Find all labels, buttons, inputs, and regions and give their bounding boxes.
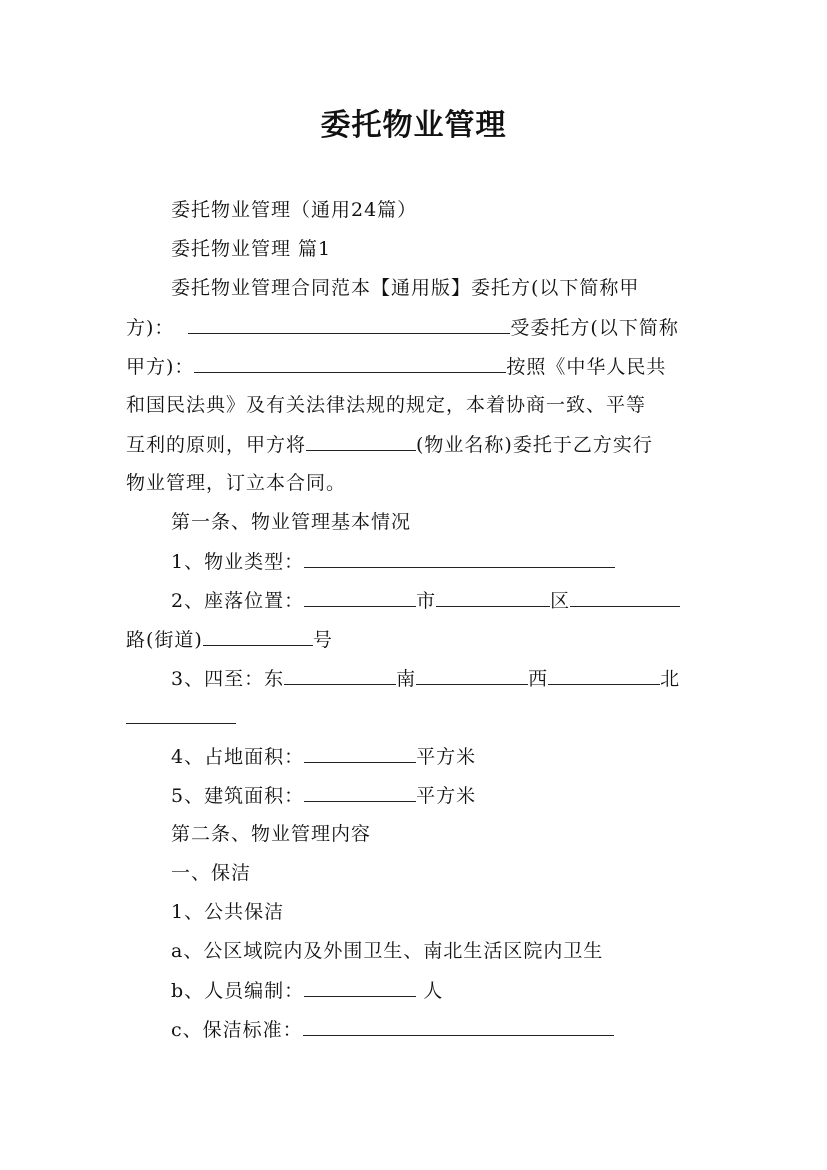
staffing-blank	[304, 978, 416, 997]
east-blank	[284, 666, 396, 685]
article2-heading: 第二条、物业管理内容	[171, 823, 372, 845]
bounds-line-2	[126, 705, 236, 730]
document-subheading: 委托物业管理 篇1	[171, 238, 332, 260]
number-label: 号	[312, 629, 333, 651]
south-blank	[416, 666, 528, 685]
west-blank	[548, 666, 660, 685]
road-label: 路(街道)	[126, 629, 203, 651]
location-line	[171, 588, 680, 613]
intro-line-3	[126, 354, 666, 379]
document-title: 委托物业管理	[320, 108, 507, 143]
public-cleaning-item: 1、公共保洁	[171, 901, 285, 923]
intro-mutual-benefit: 互利的原则，甲方将	[126, 434, 307, 456]
building-area-unit: 平方米	[416, 785, 477, 807]
article1-heading: 第一条、物业管理基本情况	[171, 511, 412, 533]
bounds-label: 3、四至：东	[171, 668, 285, 690]
intro-entrust: (物业名称)委托于乙方实行	[416, 434, 653, 456]
building-area-blank	[304, 783, 416, 802]
land-area-line	[171, 744, 476, 769]
location-line-2	[126, 627, 333, 652]
south-label: 南	[396, 668, 417, 690]
property-type-label: 1、物业类型：	[171, 551, 305, 573]
city-label: 市	[416, 590, 437, 612]
intro-party-b-prefix: 甲方)：	[126, 356, 195, 378]
intro-party-a-label: 方)：	[126, 317, 175, 339]
intro-line-4: 和国民法典》及有关法律法规的规定，本着协商一致、平等	[126, 394, 647, 416]
document-heading: 委托物业管理（通用24篇）	[171, 199, 418, 221]
property-name-blank	[306, 432, 416, 451]
party-b-blank	[194, 354, 506, 373]
item-a: a、公区域院内及外围卫生、南北生活区院内卫生	[171, 940, 604, 962]
north-label: 北	[660, 668, 681, 690]
location-label: 2、座落位置：	[171, 590, 305, 612]
north-blank	[126, 705, 236, 724]
property-type-line	[171, 549, 615, 574]
number-blank	[203, 627, 313, 646]
land-area-unit: 平方米	[416, 746, 477, 768]
staffing-label: b、人员编制：	[171, 980, 305, 1002]
building-area-line	[171, 783, 476, 808]
cleaning-section: 一、保洁	[171, 862, 252, 884]
intro-line-2	[126, 315, 679, 340]
intro-line-6: 物业管理，订立本合同。	[126, 472, 347, 494]
district-blank	[436, 588, 550, 607]
staffing-line	[171, 978, 443, 1003]
building-area-label: 5、建筑面积：	[171, 785, 305, 807]
intro-law-ref: 按照《中华人民共	[506, 356, 667, 378]
cleaning-standard-line	[171, 1017, 614, 1042]
road-blank	[570, 588, 680, 607]
city-blank	[304, 588, 416, 607]
property-type-blank	[304, 549, 615, 568]
cleaning-standard-label: c、保洁标准：	[171, 1019, 303, 1041]
staffing-unit: 人	[416, 980, 444, 1002]
intro-party-b-label: 受委托方(以下简称	[510, 317, 679, 339]
party-a-blank	[188, 315, 510, 334]
cleaning-standard-blank	[303, 1017, 614, 1036]
bounds-line	[171, 666, 680, 691]
intro-line-1: 委托物业管理合同范本【通用版】委托方(以下简称甲	[171, 277, 640, 299]
district-label: 区	[550, 590, 571, 612]
land-area-blank	[304, 744, 416, 763]
west-label: 西	[528, 668, 549, 690]
intro-line-5	[126, 432, 653, 457]
land-area-label: 4、占地面积：	[171, 746, 305, 768]
